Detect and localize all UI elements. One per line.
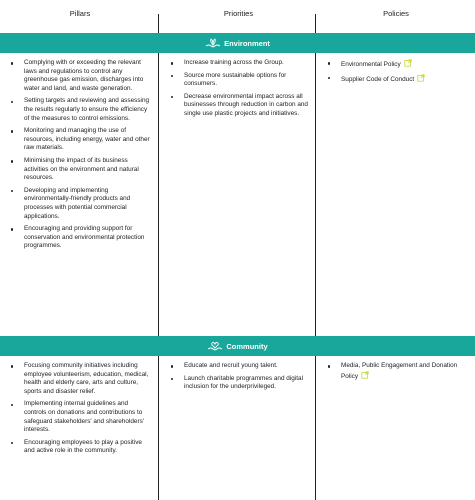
list-item: Monitoring and managing the use of resources, including energy, water and other raw materials. bbox=[8, 127, 152, 153]
list-item: Focusing community initiatives including employee volunteerism, education, medical, health and elderly care, arts and culture, sports and disaster relief. bbox=[8, 362, 152, 396]
list-item: Decrease environmental impact across all businesses through reduction in carbon and single use plastic projects and initiatives. bbox=[168, 93, 309, 119]
leaf-hands-icon bbox=[205, 37, 221, 49]
community-priorities bbox=[160, 356, 317, 500]
list-item: Encouraging and providing support for conservation and environmental protection programmes. bbox=[8, 225, 152, 251]
table-header bbox=[0, 0, 475, 26]
environment-priorities bbox=[160, 53, 317, 336]
policy-link-environmental[interactable] bbox=[325, 59, 467, 70]
external-link-icon[interactable] bbox=[404, 59, 412, 67]
list-item: Increase training across the Group. bbox=[168, 59, 309, 68]
policy-link-supplier[interactable] bbox=[325, 74, 467, 85]
environment-pillars bbox=[0, 53, 160, 336]
list-item: Implementing internal guidelines and controls on donations and contributions to safeguard stakeholders' and shareholders' interests. bbox=[8, 400, 152, 434]
policy-link-media[interactable] bbox=[325, 362, 467, 381]
list-item: Encouraging employees to play a positive and active role in the community. bbox=[8, 439, 152, 456]
environment-band bbox=[0, 33, 475, 53]
list-item: Minimising the impact of its business activities on the environment and natural resources. bbox=[8, 157, 152, 183]
community-policies bbox=[317, 356, 475, 500]
environment-policies bbox=[317, 53, 475, 336]
list-item: Launch charitable programmes and digital inclusion for the underprivileged. bbox=[168, 375, 309, 392]
community-section bbox=[0, 356, 475, 500]
header-policies: Policies bbox=[383, 8, 409, 18]
external-link-icon[interactable] bbox=[417, 74, 425, 82]
list-item: Complying with or exceeding the relevant laws and regulations to control any greenhouse gas emission, discharges into water and land, and waste generation. bbox=[8, 59, 152, 93]
external-link-icon[interactable] bbox=[361, 371, 369, 379]
policy-label[interactable]: Environmental Policy bbox=[341, 61, 401, 68]
community-title: Community bbox=[226, 341, 268, 351]
list-item: Educate and recruit young talent. bbox=[168, 362, 309, 371]
community-band bbox=[0, 336, 475, 356]
policy-label[interactable]: Supplier Code of Conduct bbox=[341, 75, 415, 83]
header-pillars: Pillars bbox=[69, 8, 91, 18]
heart-hands-icon bbox=[207, 340, 223, 352]
list-item: Source more sustainable options for consumers. bbox=[168, 72, 309, 89]
community-pillars bbox=[0, 356, 160, 500]
list-item: Setting targets and reviewing and assessing the results regularly to ensure the efficiency of the measures to control emissions. bbox=[8, 97, 152, 123]
list-item: Developing and implementing environmentally-friendly products and processes with potential commercial applications. bbox=[8, 187, 152, 221]
environment-title: Environment bbox=[224, 38, 270, 48]
environment-section bbox=[0, 53, 475, 336]
policy-label[interactable]: Media, Public Engagement and Donation Policy bbox=[341, 362, 458, 380]
header-priorities: Priorities bbox=[223, 8, 254, 18]
